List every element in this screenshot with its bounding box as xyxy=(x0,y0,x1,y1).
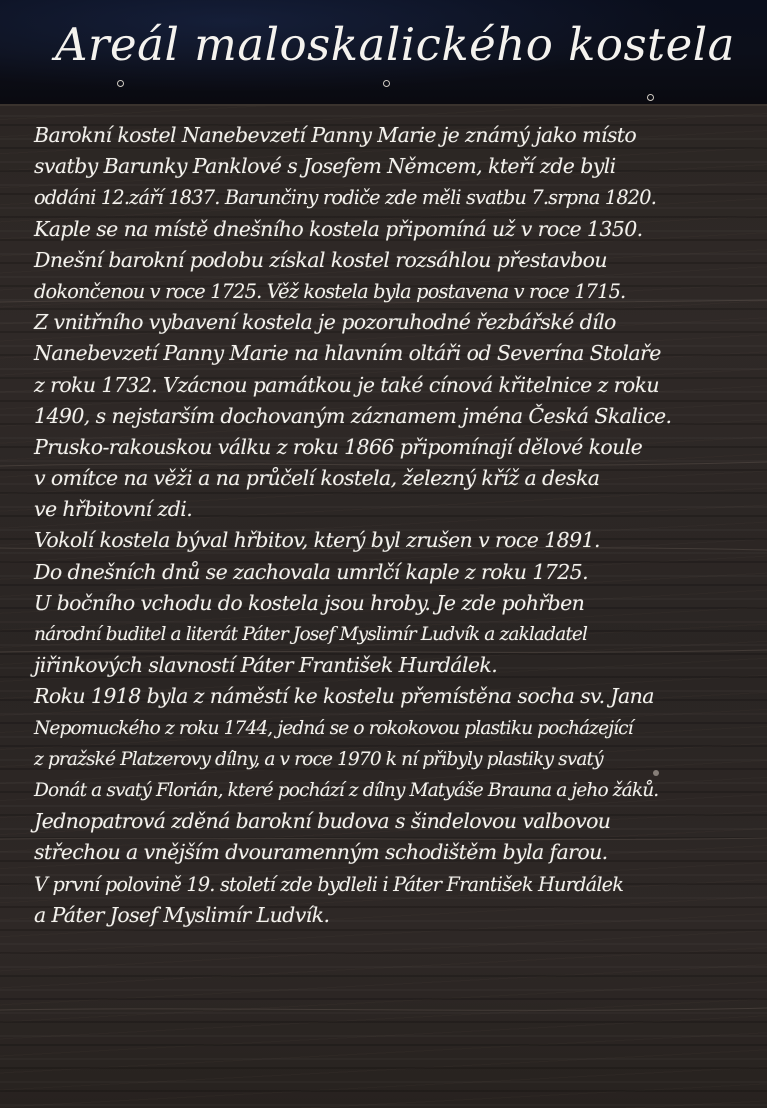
text-line: Do dnešních dnů se zachovala umrlčí kaple z roku 1725. xyxy=(34,559,589,584)
text-line: Barokní kostel Nanebevzetí Panny Marie je známý jako místo xyxy=(34,123,637,147)
text-line: U bočního vchodu do kostela jsou hroby. Je zde pohřben xyxy=(34,590,585,615)
text-line: 1490, s nejstarším dochovaným záznamem jména Česká Skalice. xyxy=(34,403,672,428)
sign-text xyxy=(34,120,746,931)
text-line: Jednopatrová zděná barokní budova s šindelovou valbovou xyxy=(34,809,611,834)
text-line: Vokolí kostela býval hřbitov, který byl zrušen v roce 1891. xyxy=(34,528,600,553)
text-line: dokončenou v roce 1725. Věž kostela byla postavena v roce 1715. xyxy=(34,279,626,303)
text-line: svatby Barunky Panklové s Josefem Němcem, kteří zde byli xyxy=(34,154,616,179)
text-line: Roku 1918 byla z náměstí ke kostelu přemístěna socha sv. Jana xyxy=(34,684,654,709)
title-board xyxy=(0,0,767,106)
text-line: národní buditel a literát Páter Josef Myslimír Ludvík a zakladatel xyxy=(34,624,588,645)
screw-icon xyxy=(647,94,654,101)
text-line: jiřinkových slavností Páter František Hurdálek. xyxy=(34,653,498,678)
text-line: Nanebevzetí Panny Marie na hlavním oltáři od Severína Stolaře xyxy=(34,341,661,366)
text-line: Donát a svatý Florián, které pochází z dílny Matyáše Brauna a jeho žáků. xyxy=(34,779,659,801)
text-line: oddáni 12.září 1837. Barunčiny rodiče zde měli svatbu 7.srpna 1820. xyxy=(34,186,657,210)
text-line: z pražské Platzerovy dílny, a v roce 1970 k ní přibyly plastiky svatý xyxy=(34,748,603,770)
screw-icon xyxy=(117,80,124,87)
text-line: V první polovině 19. století zde bydleli i Páter František Hurdálek xyxy=(34,872,624,896)
text-line: Nepomuckého z roku 1744, jedná se o rokokovou plastiku pocházející xyxy=(34,717,633,739)
text-line: z roku 1732. Vzácnou památkou je také cínová křitelnice z roku xyxy=(34,372,660,397)
sign-title: Areál maloskalického kostela xyxy=(55,18,735,71)
text-line: Kaple se na místě dnešního kostela připomíná už v roce 1350. xyxy=(34,216,643,241)
text-line: v omítce na věži a na průčelí kostela, železný kříž a deska xyxy=(34,466,600,491)
text-line: ve hřbitovní zdi. xyxy=(34,497,193,522)
screw-icon xyxy=(383,80,390,87)
text-line: Z vnitřního vybavení kostela je pozoruhodné řezbářské dílo xyxy=(34,310,616,335)
text-line: Prusko-rakouskou válku z roku 1866 připomínají dělové koule xyxy=(34,434,643,459)
text-line: a Páter Josef Myslimír Ludvík. xyxy=(34,902,330,927)
text-line: Dnešní barokní podobu získal kostel rozsáhlou přestavbou xyxy=(34,247,608,272)
text-line: střechou a vnějším dvouramenným schodištěm byla farou. xyxy=(34,840,608,865)
